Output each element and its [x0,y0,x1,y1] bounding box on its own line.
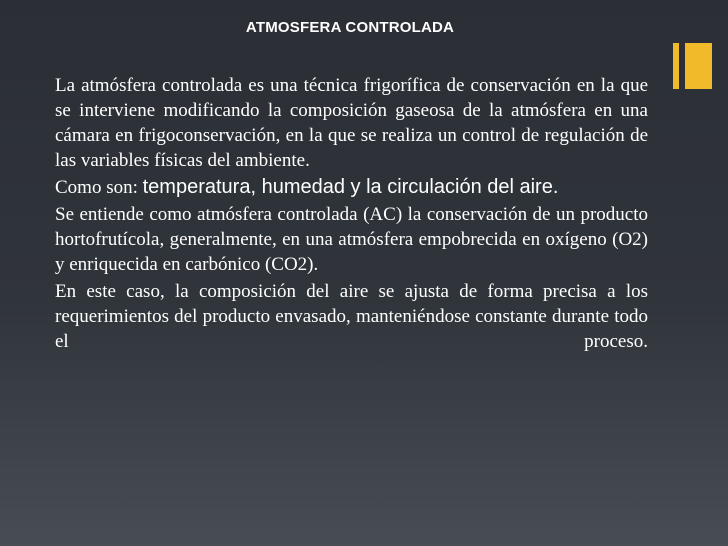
slide-title: ATMOSFERA CONTROLADA [245,19,455,36]
slide-body [55,73,648,356]
decorative-bar-thin [673,43,679,89]
paragraph-variables-list: temperatura, humedad y la circulación del aire. [142,176,559,198]
paragraph-composition: En este caso, la composición del aire se ajusta de forma precisa a los requerimientos del producto envasado, manteniéndose constante durante todo el proceso. [55,281,648,352]
paragraph-definition: La atmósfera controlada es una técnica frigorífica de conservación en la que se interviene modificando la composición gaseosa de la atmósfera en una cámara en frigoconservación, en la que se realiza un control de regulación de las variables físicas del ambiente. [55,75,648,171]
paragraph-variables [55,175,648,200]
decorative-bar-wide [685,43,712,89]
paragraph-ac-meaning: Se entiende como atmósfera controlada (AC) la conservación de un producto hortofrutícola, generalmente, en una atmósfera empobrecida en oxígeno (O2) y enriquecida en carbónico (CO2). [55,204,648,275]
paragraph-variables-lead: Como son: [55,177,143,198]
